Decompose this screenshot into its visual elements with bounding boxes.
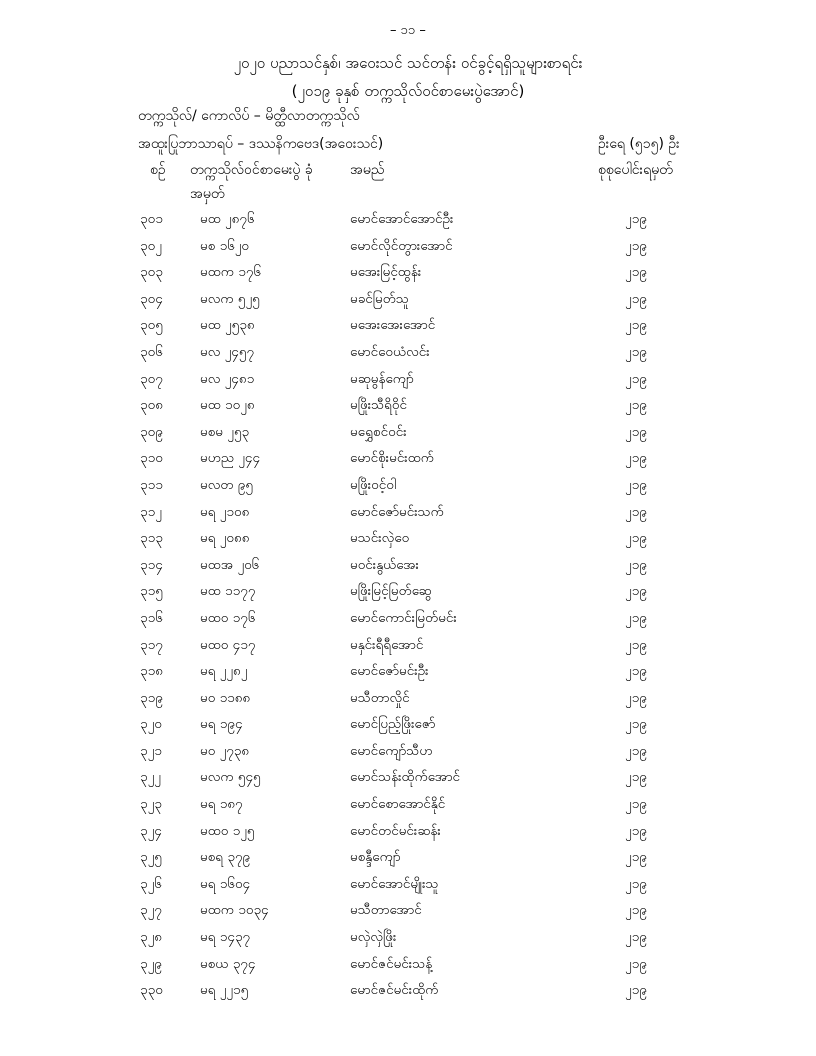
- cell-name: မောင်လိုင်တွားအောင်: [350, 237, 453, 254]
- cell-no: ၃၁၆: [140, 609, 163, 626]
- cell-name: မောင်အောင်မျိုးသူ: [350, 875, 439, 892]
- table-row: [0, 742, 816, 769]
- cell-name: မဆုမွန်ကျော်: [350, 370, 414, 387]
- cell-no: ၃၀၂: [140, 237, 162, 254]
- table-row: [0, 476, 816, 503]
- cell-mark: ၂၁၉: [625, 769, 647, 786]
- cell-name: မနှင်းရီရီအောင်: [350, 636, 424, 653]
- table-row: [0, 343, 816, 370]
- table-row: [0, 556, 816, 583]
- cell-roll: မရ ၂၂၈၂: [200, 663, 248, 680]
- cell-no: ၃၂၇: [140, 902, 162, 919]
- table-row: [0, 768, 816, 795]
- cell-no: ၃၂၂: [140, 769, 161, 786]
- cell-roll: မထဝ ၄၁၇: [200, 636, 256, 653]
- table-row: [0, 263, 816, 290]
- cell-mark: ၂၁၉: [625, 609, 647, 626]
- cell-mark: ၂၁၉: [625, 822, 647, 839]
- cell-mark: ၂၁၉: [625, 716, 647, 733]
- cell-mark: ၂၁၉: [625, 370, 647, 387]
- cell-mark: ၂၁၉: [625, 237, 647, 254]
- table-row: [0, 848, 816, 875]
- cell-mark: ၂၁၉: [625, 796, 647, 813]
- cell-roll: မထဝ ၁၂၅: [200, 822, 255, 839]
- cell-no: ၃၂၀: [140, 716, 162, 733]
- cell-roll: မလ ၂၄၅၇: [200, 343, 255, 360]
- cell-mark: ၂၁၉: [625, 503, 647, 520]
- cell-mark: ၂၁၉: [625, 476, 647, 493]
- cell-mark: ၂၁၉: [625, 211, 647, 227]
- cell-no: ၃၀၉: [140, 423, 163, 440]
- cell-mark: ၂၁၉: [625, 636, 647, 653]
- cell-mark: ၂၁၉: [625, 849, 647, 866]
- cell-mark: ၂၁၉: [625, 955, 647, 972]
- cell-mark: ၂၁၉: [625, 875, 647, 892]
- table-row: [0, 582, 816, 609]
- cell-no: ၃၀၆: [140, 343, 163, 360]
- cell-no: ၃၂၉: [140, 955, 162, 972]
- table-row: [0, 370, 816, 397]
- cell-no: ၃၁၇: [140, 636, 163, 653]
- cell-no: ၃၂၁: [140, 742, 162, 759]
- cell-roll: မစမ ၂၅၃: [200, 423, 250, 440]
- table-row: [0, 210, 816, 237]
- table-row: [0, 449, 816, 476]
- table-row: [0, 901, 816, 928]
- cell-no: ၃၃၀: [140, 982, 163, 999]
- cell-roll: မထက ၁၀၃၄: [200, 902, 269, 919]
- cell-name: မသီတာလှိုင်: [350, 689, 410, 706]
- cell-roll: မရ ၁၆၀၄: [200, 875, 251, 892]
- cell-roll: မစ ၁၆၂၀: [200, 237, 250, 254]
- table-row: [0, 290, 816, 317]
- cell-mark: ၂၁၉: [625, 530, 647, 547]
- cell-no: ၃၁၀: [140, 450, 163, 467]
- cell-name: မောင်ပြည့်ဖြိုးဇော်: [350, 716, 436, 733]
- cell-name: မောင်ကောင်းမြတ်မင်း: [350, 609, 457, 626]
- cell-mark: ၂၁၉: [625, 742, 647, 759]
- cell-name: မောင်သန်းထိုက်အောင်: [350, 769, 461, 786]
- cell-roll: မထဝ ၁၇၆: [200, 609, 256, 626]
- cell-roll: မထအ ၂၀၆: [200, 556, 260, 573]
- table-row: [0, 423, 816, 450]
- cell-roll: မထ ၁၁၇၇: [200, 583, 256, 600]
- cell-no: ၃၁၈: [140, 663, 163, 680]
- cell-name: မဖြိုးဝင့်ဝါ: [350, 476, 397, 493]
- cell-mark: ၂၁၉: [625, 343, 647, 360]
- column-header-roll: တက္ကသိုလ်ဝင်စာမေးပွဲ ခုံအမှတ်: [190, 162, 313, 202]
- table-row: [0, 529, 816, 556]
- cell-no: ၃၀၇: [140, 370, 163, 387]
- column-header-mark: စုစုပေါင်းရမှတ်: [598, 162, 673, 178]
- cell-roll: မရ ၁၈၇: [200, 796, 243, 813]
- cell-roll: မရ ၂၁၀၈: [200, 503, 250, 520]
- cell-name: မောင်အောင်အောင်ဦး: [350, 211, 454, 227]
- column-header-no: စဉ်: [150, 162, 166, 178]
- cell-roll: မလတ ၉၅: [200, 476, 253, 493]
- table-row: [0, 689, 816, 716]
- table-row: [0, 396, 816, 423]
- cell-mark: ၂၁၉: [625, 689, 647, 706]
- cell-no: ၃၁၁: [140, 476, 163, 493]
- cell-name: မစန္ဒီကျော်: [350, 849, 401, 866]
- cell-roll: မစယ ၃၇၄: [200, 955, 256, 972]
- cell-mark: ၂၁၉: [625, 450, 647, 467]
- cell-no: ၃၁၃: [140, 530, 163, 547]
- table-row: [0, 928, 816, 955]
- cell-name: မောင်ဇင်မင်းထိုက်: [350, 982, 439, 999]
- table-row: [0, 822, 816, 849]
- cell-name: မောင်စိုးမင်းထက်: [350, 450, 434, 467]
- cell-name: မရွှေစင်ဝင်း: [350, 423, 407, 440]
- cell-mark: ၂၁၉: [625, 423, 647, 440]
- cell-mark: ၂၁၉: [625, 982, 647, 999]
- cell-name: မသင်းလှဲဝေ: [350, 530, 410, 547]
- cell-name: မောင်တင်မင်းဆန်း: [350, 822, 441, 839]
- cell-no: ၃၂၃: [140, 796, 162, 813]
- cell-roll: မရ ၁၉၄: [200, 716, 243, 733]
- cell-no: ၃၁၄: [140, 556, 163, 573]
- cell-no: ၃၂၅: [140, 849, 162, 866]
- cell-name: မောင်ဇင်မင်းသန့်: [350, 955, 433, 972]
- table-row: [0, 981, 816, 1008]
- cell-no: ၃၁၂: [140, 503, 162, 520]
- cell-name: မလှဲလှဲဖြိုး: [350, 929, 397, 946]
- cell-no: ၃၀၄: [140, 290, 163, 307]
- page-number: – ၁၁ –: [390, 23, 426, 38]
- table-row: [0, 955, 816, 982]
- cell-name: မအေးမြင့်ထွန်း: [350, 264, 422, 281]
- cell-name: မဖြိုးမြင့်မြတ်ဆွေ: [350, 583, 432, 600]
- cell-name: မခင်မြတ်သူ: [350, 290, 409, 307]
- total-count: ဦးရေ (၅၁၅) ဦး: [598, 136, 680, 152]
- cell-no: ၃၀၅: [140, 317, 163, 334]
- cell-roll: မဝ ၂၇၃၈: [200, 742, 250, 759]
- cell-mark: ၂၁၉: [625, 929, 647, 946]
- cell-roll: မလက ၅၂၅: [200, 290, 260, 307]
- cell-name: မဖြိုးသီရိဝိုင်: [350, 397, 407, 414]
- cell-mark: ၂၁၉: [625, 397, 647, 414]
- cell-mark: ၂၁၉: [625, 317, 647, 334]
- cell-no: ၃၀၁: [140, 211, 163, 227]
- table-row: [0, 237, 816, 264]
- cell-mark: ၂၁၉: [625, 290, 647, 307]
- cell-roll: မရ ၂၀၈၈: [200, 530, 250, 547]
- cell-no: ၃၀၈: [140, 397, 163, 414]
- table-row: [0, 609, 816, 636]
- table-row: [0, 795, 816, 822]
- cell-name: မောင်ဇော်မင်းဦး: [350, 663, 429, 680]
- cell-roll: မထ ၂၅၃၈: [200, 317, 255, 334]
- major-line: အထူးပြုဘာသာရပ် – ဒဿနိကဗေဒ(အဝေးသင်): [138, 136, 384, 152]
- results-list: [0, 210, 816, 1008]
- page-title: ၂၀၂၀ ပညာသင်နှစ်၊ အဝေးသင် သင်တန်း ဝင်ခွင့်ရရှိသူများစာရင်း: [233, 54, 583, 72]
- page-subtitle: (၂၀၁၉ ခုနှစ် တက္ကသိုလ်ဝင်စာမေးပွဲအောင်): [291, 82, 525, 100]
- table-row: [0, 503, 816, 530]
- cell-roll: မဟည ၂၄၄: [200, 450, 261, 467]
- cell-name: မောင်စောအောင်နိုင်: [350, 796, 446, 813]
- table-row: [0, 662, 816, 689]
- cell-name: မောင်ဝေယံလင်း: [350, 343, 430, 360]
- cell-mark: ၂၁၉: [625, 583, 647, 600]
- cell-mark: ၂၁၉: [625, 663, 647, 680]
- table-row: [0, 316, 816, 343]
- cell-name: မောင်ဇော်မင်းသက်: [350, 503, 444, 520]
- cell-roll: မထ ၂၈၇၆: [200, 211, 255, 227]
- cell-roll: မဝ ၁၁၈၈: [200, 689, 251, 706]
- cell-mark: ၂၁၉: [625, 264, 647, 281]
- cell-no: ၃၂၆: [140, 875, 162, 892]
- cell-no: ၃၁၉: [140, 689, 163, 706]
- cell-roll: မထက ၁၇၆: [200, 264, 262, 281]
- cell-mark: ၂၁၉: [625, 556, 647, 573]
- cell-name: မသီတာအောင်: [350, 902, 422, 919]
- cell-roll: မလက ၅၄၅: [200, 769, 261, 786]
- cell-mark: ၂၁၉: [625, 902, 647, 919]
- table-row: [0, 636, 816, 663]
- cell-roll: မရ ၂၂၁၅: [200, 982, 249, 999]
- cell-name: မောင်ကျော်သီဟ: [350, 742, 433, 759]
- table-row: [0, 875, 816, 902]
- table-row: [0, 715, 816, 742]
- cell-roll: မရ ၁၄၃၇: [200, 929, 251, 946]
- cell-roll: မစရ ၃၇၉: [200, 849, 251, 866]
- cell-no: ၃၀၃: [140, 264, 163, 281]
- cell-name: မအေးအေးအောင်: [350, 317, 436, 334]
- column-header-name: အမည်: [350, 162, 385, 178]
- cell-no: ၃၁၅: [140, 583, 163, 600]
- cell-no: ၃၂၈: [140, 929, 162, 946]
- cell-no: ၃၂၄: [140, 822, 162, 839]
- cell-roll: မလ ၂၄၈၁: [200, 370, 255, 387]
- cell-name: မဝင်းနွယ်အေး: [350, 556, 419, 573]
- cell-roll: မထ ၁၀၂၈: [200, 397, 255, 414]
- university-line: တက္ကသိုလ်/ ကောလိပ် – မိတ္ထီလာတက္ကသိုလ်: [138, 108, 360, 124]
